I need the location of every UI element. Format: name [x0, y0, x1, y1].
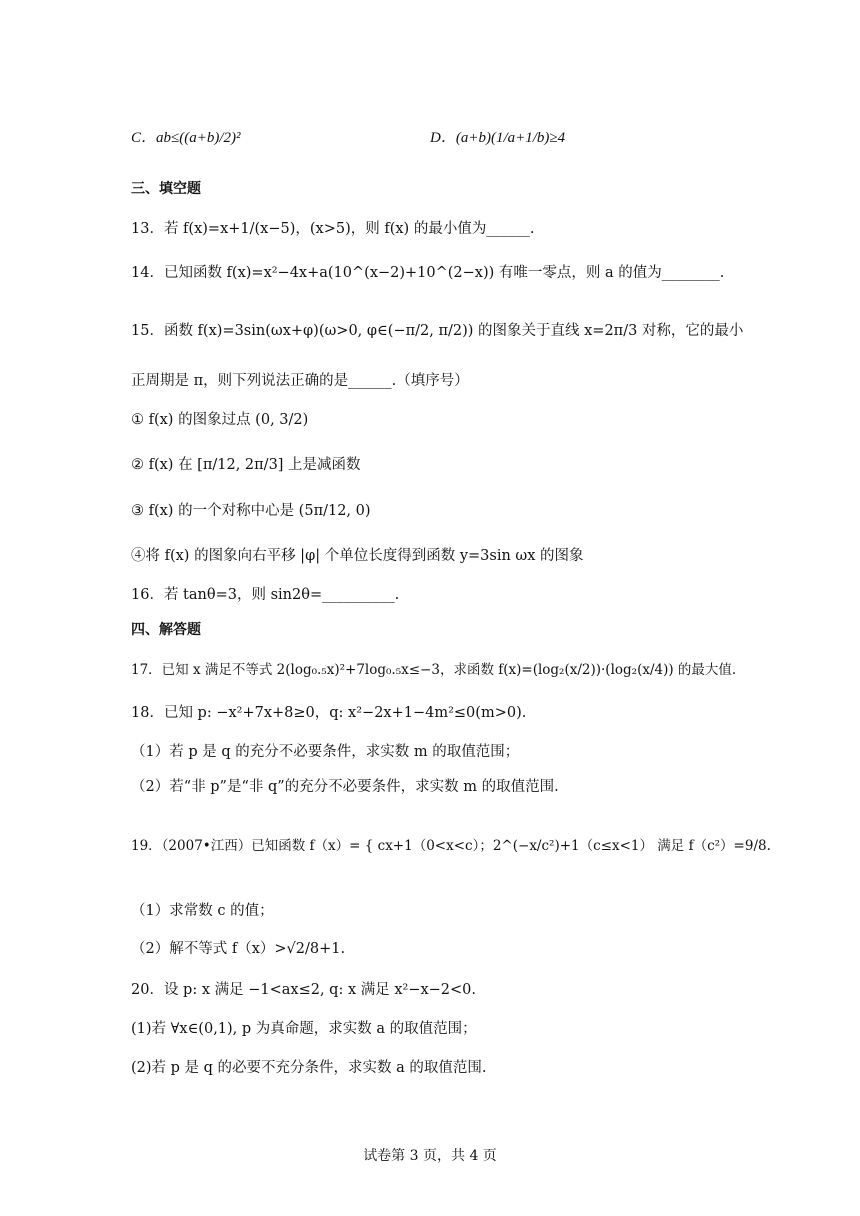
question-15-statement-3: ③ f(x) 的一个对称中心是 (5π/12, 0)	[131, 503, 371, 519]
question-18: 18．已知 p: −x²+7x+8≥0，q: x²−2x+1−4m²≤0(m>0).	[131, 705, 527, 721]
question-15-continued: 正周期是 π，则下列说法正确的是______.（填序号）	[131, 373, 469, 389]
question-15-statement-1: ① f(x) 的图象过点 (0, 3/2)	[131, 412, 309, 428]
question-20-part-1: (1)若 ∀x∈(0,1), p 为真命题，求实数 a 的取值范围；	[131, 1021, 477, 1037]
question-19: 19．（2007•江西）已知函数 f（x）= { cx+1（0<x<c）；2^(−x/c²)+1（c≤x<1） 满足 f（c²）=9/8.	[131, 838, 771, 854]
section-heading-solutions: 四、解答题	[131, 622, 201, 638]
question-18-part-1: （1）若 p 是 q 的充分不必要条件，求实数 m 的取值范围；	[131, 744, 520, 760]
question-15-statement-2: ② f(x) 在 [π/12, 2π/3] 上是减函数	[131, 457, 361, 473]
question-17: 17．已知 x 满足不等式 2(log₀.₅x)²+7log₀.₅x≤−3，求函数 f(x)=(log₂(x/2))·(log₂(x/4)) 的最大值.	[131, 662, 737, 678]
question-19-part-2: （2）解不等式 f（x）>√2/8+1.	[131, 941, 346, 957]
question-20: 20．设 p: x 满足 −1<ax≤2, q: x 满足 x²−x−2<0.	[131, 982, 477, 998]
page-footer: 试卷第 3 页，共 4 页	[363, 1148, 497, 1164]
section-heading-fill-in: 三、填空题	[131, 181, 201, 197]
question-18-part-2: （2）若“非 p”是“非 q”的充分不必要条件，求实数 m 的取值范围.	[131, 779, 559, 795]
question-15: 15．函数 f(x)=3sin(ωx+φ)(ω>0, φ∈(−π/2, π/2)) 的图象关于直线 x=2π/3 对称，它的最小	[131, 323, 744, 339]
question-13: 13．若 f(x)=x+1/(x−5)，(x>5)，则 f(x) 的最小值为______.	[131, 221, 535, 237]
question-16: 16．若 tanθ=3，则 sin2θ=__________.	[131, 587, 400, 603]
question-19-part-1: （1）求常数 c 的值；	[131, 903, 274, 919]
option-c: C．ab≤((a+b)/2)²	[131, 130, 241, 146]
question-14: 14．已知函数 f(x)=x²−4x+a(10^(x−2)+10^(2−x)) 有唯一零点，则 a 的值为________.	[131, 265, 725, 281]
option-d: D．(a+b)(1/a+1/b)≥4	[430, 130, 566, 146]
question-20-part-2: (2)若 p 是 q 的必要不充分条件，求实数 a 的取值范围.	[131, 1060, 487, 1076]
question-15-statement-4: ④将 f(x) 的图象向右平移 |φ| 个单位长度得到函数 y=3sin ωx 的图象	[131, 548, 584, 564]
